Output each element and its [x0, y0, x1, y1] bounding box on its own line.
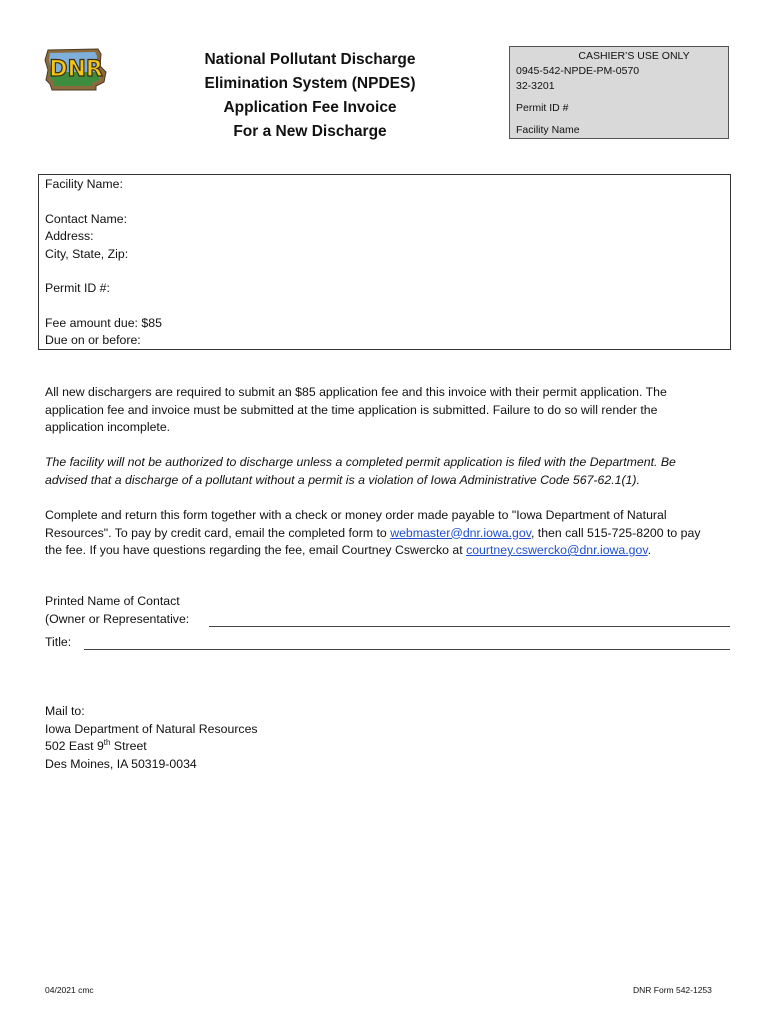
cashier-facility-label: Facility Name — [516, 124, 580, 136]
payment-instructions-paragraph — [45, 507, 715, 560]
title-line-1: National Pollutant Discharge — [204, 51, 416, 68]
mail-org: Iowa Department of Natural Resources — [45, 721, 258, 736]
street-superscript: th — [103, 738, 111, 747]
mail-street — [45, 738, 258, 756]
title-line-4: For a New Discharge — [233, 123, 387, 140]
mailing-address — [45, 703, 258, 773]
title-line-2: Elimination System (NPDES) — [204, 75, 416, 92]
mail-city: Des Moines, IA 50319-0034 — [45, 756, 197, 771]
street-number: 502 East 9 — [45, 739, 104, 753]
facility-name-field[interactable]: Facility Name: — [45, 177, 123, 191]
cashier-permit-label: Permit ID # — [516, 102, 569, 114]
permit-id-field[interactable]: Permit ID #: — [45, 281, 110, 295]
due-date-field[interactable]: Due on or before: — [45, 333, 141, 347]
footer-revision: 04/2021 cmc — [45, 985, 94, 995]
footer-form-number: DNR Form 542-1253 — [633, 985, 712, 995]
city-state-zip-field[interactable]: City, State, Zip: — [45, 246, 129, 261]
form-title — [160, 48, 460, 144]
dnr-logo — [40, 46, 114, 92]
contact-email-link[interactable]: courtney.cswercko@dnr.iowa.gov — [466, 543, 648, 557]
cashier-heading: CASHIER’S USE ONLY — [578, 50, 690, 62]
logo-lettering: DNR — [49, 57, 103, 82]
title-line-3: Application Fee Invoice — [223, 99, 397, 116]
fee-requirement-paragraph: All new dischargers are required to submit an $85 application fee and this invoice with their permit application. The application fee and invoice must be submitted at the time application is submitted. Failure to do so will render the application incomplete. — [45, 385, 667, 434]
printed-name-label-line-2: (Owner or Representative: — [45, 611, 190, 626]
mail-to-label: Mail to: — [45, 704, 85, 718]
authorization-warning-text: The facility will not be authorized to discharge unless a completed permit application is filed with the Department. Be advised that a discharge of a pollutant without a permit is a violation of Iowa Administrative Code 567-62.1(1). — [45, 455, 676, 487]
webmaster-email-link[interactable]: webmaster@dnr.iowa.gov — [390, 525, 531, 540]
facility-info-box — [38, 174, 731, 350]
address-field[interactable]: Address: — [45, 229, 94, 243]
payment-text-2: , then call 515-725-8200 to pay the fee. If you have questions regarding the fee, email Courtney Cswercko at — [45, 525, 701, 557]
payment-text-1: Complete and return this form together with a check or money order made payable to "Iowa Department of Natural Resources". To pay by credit card, email the completed form to — [45, 508, 667, 540]
cashier-use-box — [509, 46, 729, 139]
contact-name-field[interactable]: Contact Name: — [45, 211, 128, 226]
title-input-line[interactable] — [84, 649, 730, 650]
printed-name-label — [45, 593, 189, 628]
street-name: Street — [110, 739, 147, 753]
printed-name-label-line-1: Printed Name of Contact — [45, 594, 180, 608]
authorization-warning-paragraph — [45, 454, 715, 489]
cashier-account: 32-3201 — [516, 80, 555, 92]
title-label: Title: — [45, 635, 72, 649]
cashier-code: 0945-542-NPDE-PM-0570 — [516, 65, 640, 77]
payment-text-3: . — [647, 543, 652, 557]
printed-name-input-line[interactable] — [209, 626, 730, 627]
fee-amount-due: Fee amount due: $85 — [45, 315, 162, 330]
